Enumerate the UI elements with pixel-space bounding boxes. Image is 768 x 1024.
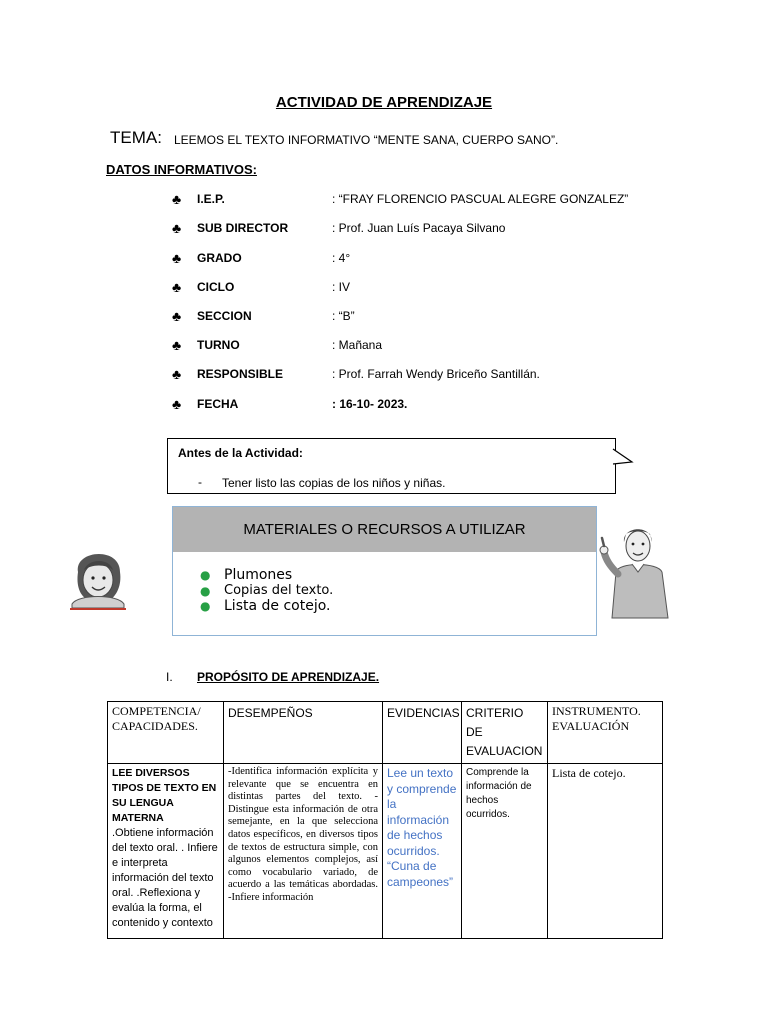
bullet-dot-icon: ● <box>200 599 211 613</box>
info-value: : “FRAY FLORENCIO PASCUAL ALEGRE GONZALEZ” <box>332 192 629 206</box>
tema-text: LEEMOS EL TEXTO INFORMATIVO “MENTE SANA, CUERPO SANO”. <box>174 133 559 147</box>
header-desempenos: DESEMPEÑOS <box>224 702 383 764</box>
header-criterio: CRITERIO DE EVALUACION <box>462 702 548 764</box>
club-bullet-icon: ♣ <box>172 250 182 266</box>
datos-informativos-heading: DATOS INFORMATIVOS: <box>106 162 257 177</box>
table-header-row <box>108 702 663 764</box>
info-row-grado <box>172 249 350 267</box>
club-bullet-icon: ♣ <box>172 396 182 412</box>
materiales-item <box>200 598 330 614</box>
antes-title: Antes de la Actividad: <box>178 446 303 460</box>
antes-dash: - <box>198 475 202 489</box>
info-row-turno <box>172 336 382 354</box>
section-number: I. <box>166 670 173 684</box>
club-bullet-icon: ♣ <box>172 279 182 295</box>
info-label: SECCION <box>197 309 252 323</box>
header-competencia: COMPETENCIA/ CAPACIDADES. <box>108 702 224 764</box>
header-instrumento: INSTRUMENTO. EVALUACIÓN <box>548 702 663 764</box>
cell-evidencias: Lee un texto y comprende la información de hechos ocurridos. “Cuna de campeones” <box>383 764 462 939</box>
page-title: ACTIVIDAD DE APRENDIZAJE <box>275 94 493 111</box>
materiales-heading: MATERIALES O RECURSOS A UTILIZAR <box>173 507 596 552</box>
club-bullet-icon: ♣ <box>172 220 182 236</box>
table-row <box>108 764 663 939</box>
info-value: : Prof. Juan Luís Pacaya Silvano <box>332 221 506 235</box>
club-bullet-icon: ♣ <box>172 337 182 353</box>
competencia-capacidades: .Obtiene información del texto oral. . Infiere e interpreta información del texto oral. .Reflexiona y evalúa la forma, el contenido y contexto <box>112 827 218 929</box>
tema-label: TEMA: <box>110 128 162 147</box>
info-label: CICLO <box>197 280 235 294</box>
bullet-dot-icon: ● <box>200 583 211 598</box>
cell-criterio: Comprende la información de hechos ocurridos. <box>462 764 548 939</box>
info-label: SUB DIRECTOR <box>197 221 289 235</box>
materiales-item <box>200 567 292 583</box>
info-label: FECHA <box>197 397 239 411</box>
info-row-fecha <box>172 395 407 413</box>
girl-illustration-icon <box>66 542 130 612</box>
proposito-table <box>107 701 663 939</box>
info-row-subdirector <box>172 219 505 237</box>
header-evidencias: EVIDENCIAS <box>383 702 462 764</box>
cell-desempenos <box>224 764 383 939</box>
materiales-item-label: Lista de cotejo. <box>224 598 331 614</box>
info-row-responsible <box>172 365 540 383</box>
info-row-seccion <box>172 307 355 325</box>
club-bullet-icon: ♣ <box>172 308 182 324</box>
callout-pointer-icon <box>610 440 634 466</box>
materiales-item-label: Plumones <box>224 567 293 583</box>
materiales-item-label: Copias del texto. <box>224 583 334 598</box>
competencia-title: LEE DIVERSOS TIPOS DE TEXTO EN SU LENGUA MATERNA <box>112 767 217 824</box>
info-row-iep <box>172 190 628 208</box>
bullet-dot-icon: ● <box>200 568 211 582</box>
info-label: TURNO <box>197 338 240 352</box>
club-bullet-icon: ♣ <box>172 366 182 382</box>
section-title: PROPÓSITO DE APRENDIZAJE. <box>197 670 380 684</box>
club-bullet-icon: ♣ <box>172 191 182 207</box>
info-label: GRADO <box>197 251 242 265</box>
desempenos-text: -Identifica información explícita y relevante que se encuentra en distintas partes del texto. -Distingue esta información de otra semejante, en la que selecciona datos específicos, en diversos tipos de textos de estructura simple, con algunos elementos complejos, así como vocabulario variado, de acuerdo a las temáticas abordadas. -Infiere información <box>228 766 378 903</box>
info-value: : 4° <box>332 251 351 265</box>
info-value: : “B” <box>332 309 355 323</box>
cell-instrumento: Lista de cotejo. <box>548 764 663 939</box>
info-row-ciclo <box>172 278 350 296</box>
info-value: : Mañana <box>332 338 383 352</box>
antes-text: Tener listo las copias de los niños y niñas. <box>222 476 446 490</box>
materiales-item <box>200 583 333 598</box>
info-value: : IV <box>332 280 351 294</box>
info-value: : 16-10- 2023. <box>332 397 408 411</box>
info-value: : Prof. Farrah Wendy Briceño Santillán. <box>332 367 540 381</box>
info-label: RESPONSIBLE <box>197 367 284 381</box>
info-label: I.E.P. <box>197 192 225 206</box>
teacher-illustration-icon <box>598 520 674 622</box>
cell-competencia <box>108 764 224 939</box>
